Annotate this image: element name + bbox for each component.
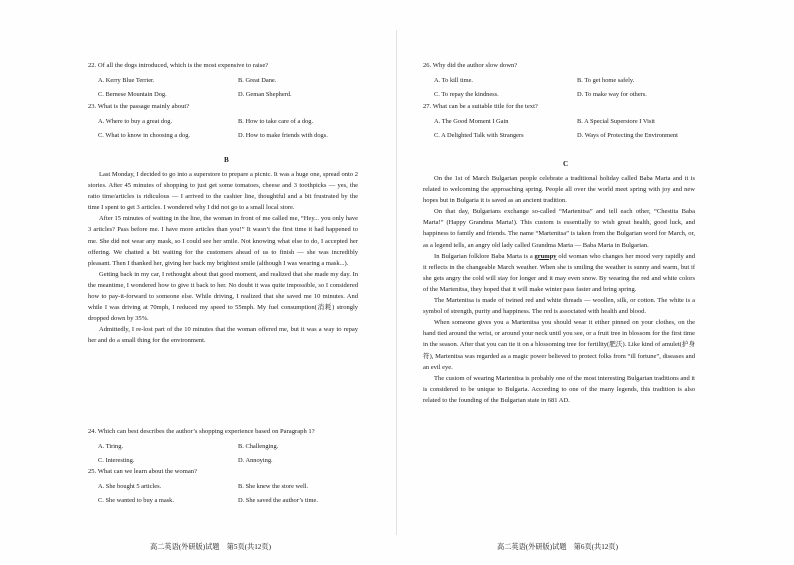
passage-c-paragraph: On the 1st of March Bulgarian people celebrate a traditional holiday called Baba Marta and it is related to welcoming the approaching spring. People all over the world meet spring with joy and new hopes but in Bulgaria it is saved as an ancient tradition. [423, 175, 695, 205]
q25-option-c: C. She wanted to buy a mask. [98, 497, 174, 504]
q22-option-a: A. Kerry Blue Terrier. [98, 77, 155, 84]
passage-b [88, 169, 358, 347]
q25-option-d: D. She saved the author’s time. [238, 497, 318, 504]
question-22: 22. Of all the dogs introduced, which is the most expensive to raise? [88, 62, 269, 69]
q26-option-a: A. To kill time. [434, 77, 474, 84]
passage-c-paragraph: The Martenitsa is made of twined red and white threads — woollen, silk, or cotton. The white is a symbol of strength, purity and happiness. The red is associated with health and blood. [423, 297, 695, 316]
q26-option-d: D. To make way for others. [577, 91, 647, 98]
passage-c-paragraph: On that day, Bulgarians exchange so-called “Martenitsa” and tell each other, “Chestita Baba Marta!” (Happy Grandma Marta!). This custom is essentially to wish great health, good luck, and happiness to family and friends. The name “Martenitsa” is taken from the Bulgarian word for March, or, as a legend tells, an angry old lady called Grandma Marta — Baba Marta in Bulgarian. [423, 208, 695, 249]
q23-option-a: A. Where to buy a great dog. [98, 118, 173, 125]
question-26: 26. Why did the author slow down? [423, 62, 518, 69]
q23-option-c: C. What to know in choosing a dog. [98, 132, 191, 139]
passage-c-text: old woman who changes her mood very rapidly and it reflects in the changeable March weather. When she is smiling the weather is sunny and warm, but if she gets angry the cold will stay for longer and it may even snow. By wearing the red and white colors of the Martenitsa, they hoped that it will make winter pass faster and bring spring. [423, 252, 695, 293]
page-footer: 高二英语(外研版)试题 第5页(共12页) [150, 543, 271, 551]
passage-c [423, 173, 695, 406]
q27-option-d: D. Ways of Protecting the Environment [577, 132, 678, 139]
question-24: 24. Which can best describes the author’s shopping experience based on Paragraph 1? [88, 428, 315, 435]
question-25: 25. What can we learn about the woman? [88, 468, 197, 475]
underlined-word: grumpy [534, 252, 557, 260]
q22-option-d: D. Geman Shepherd. [238, 91, 292, 98]
passage-c-paragraph: The custom of wearing Martenitsa is probably one of the most interesting Bulgarian traditions and it is considered to be unique to Bulgaria. According to one of the many legends, this tradition is also related to the founding of the Bulgarian state in 681 AD. [423, 374, 695, 404]
passage-b-paragraph: Getting back in my car, I rethought about that good moment, and realized that she made my day. In the meantime, I wondered how to give it back to her. No doubt it was quite impossible, so I considered how to pay-it-forward to someone else. While driving, I realized that she saved me 10 minutes. And while I was driving at 70mph, I reduced my speed to 55mph. My fuel consumption(消耗) strongly dropped down by 35%. [88, 270, 358, 323]
q27-option-c: C. A Delighted Talk with Strangers [434, 132, 524, 139]
q23-option-b: B. How to take care of a dog. [238, 118, 314, 125]
page-footer: 高二英语(外研版)试题 第6页(共12页) [497, 543, 618, 551]
passage-c-paragraph [423, 251, 695, 295]
q24-option-a: A. Tiring. [98, 443, 124, 450]
q22-option-c: C. Bernese Mountain Dog. [98, 91, 167, 98]
q23-option-d: D. How to make friends with dogs. [238, 132, 328, 139]
passage-b-paragraph: After 15 minutes of waiting in the line, the woman in front of me called me, “Hey... you only have 3 articles? Pass before me. I have more articles than you!” It wasn’t the first time it had happened to me. She did not wear any mask, so I could see her smile. Not knowing what else to do, I accepted her offering. We chatted a bit waiting for the customers ahead of us to finish — she was incredibly pleasant. Then I thanked her, giving her back my brightest smile (although I was wearing a mask...). [88, 215, 358, 267]
q22-option-b: B. Great Dane. [238, 77, 277, 84]
question-27: 27. What can be a suitable title for the text? [423, 103, 538, 110]
section-c-heading: C [563, 160, 569, 168]
passage-b-paragraph: Last Monday, I decided to go into a superstore to prepare a picnic. It was a huge one, spread onto 2 stories. After 45 minutes of shopping to just get some tomatoes, cheese and 3 toothpicks — yes, the ratio time/articles is ridiculous — I arrived to the cashier line, thoughtful and a bit frustrated by the time I spent to get 3 articles. I wondered why I did not go to a small local store. [88, 171, 358, 212]
q25-option-a: A. She bought 5 articles. [98, 483, 162, 490]
page-6 [397, 0, 794, 565]
q24-option-b: B. Challenging. [238, 443, 279, 450]
question-23: 23. What is the passage mainly about? [88, 103, 190, 110]
q27-option-b: B. A Special Superstore I Visit [577, 118, 655, 125]
q24-option-c: C. Interesting. [98, 457, 135, 464]
q27-option-a: A. The Good Moment I Gain [434, 118, 509, 125]
q26-option-b: B. To get home safely. [577, 77, 635, 84]
passage-b-paragraph: Admittedly, I re-lost part of the 10 minutes that the woman offered me, but it was a way to repay her and do a small thing for the environment. [88, 326, 358, 345]
q25-option-b: B. She knew the store well. [238, 483, 309, 490]
q24-option-d: D. Annoying. [238, 457, 273, 464]
q26-option-c: C. To repay the kindness. [434, 91, 499, 98]
passage-c-text: In Bulgarian folklore Baba Marta is a [434, 252, 535, 260]
section-b-heading: B [224, 156, 229, 164]
passage-c-paragraph: When someone gives you a Martenitsa you should wear it either pinned on your clothes, on the hand tied around the wrist, or around your neck until you see, or a fruit tree in blossom for the first time in the season. After that you can tie it on a blossoming tree for fertility(肥沃). Like kind of amulet(护身符), Martenitsa was regarded as a magic power believed to protect folks from “ill fortune”, diseases and an evil eye. [423, 319, 695, 371]
